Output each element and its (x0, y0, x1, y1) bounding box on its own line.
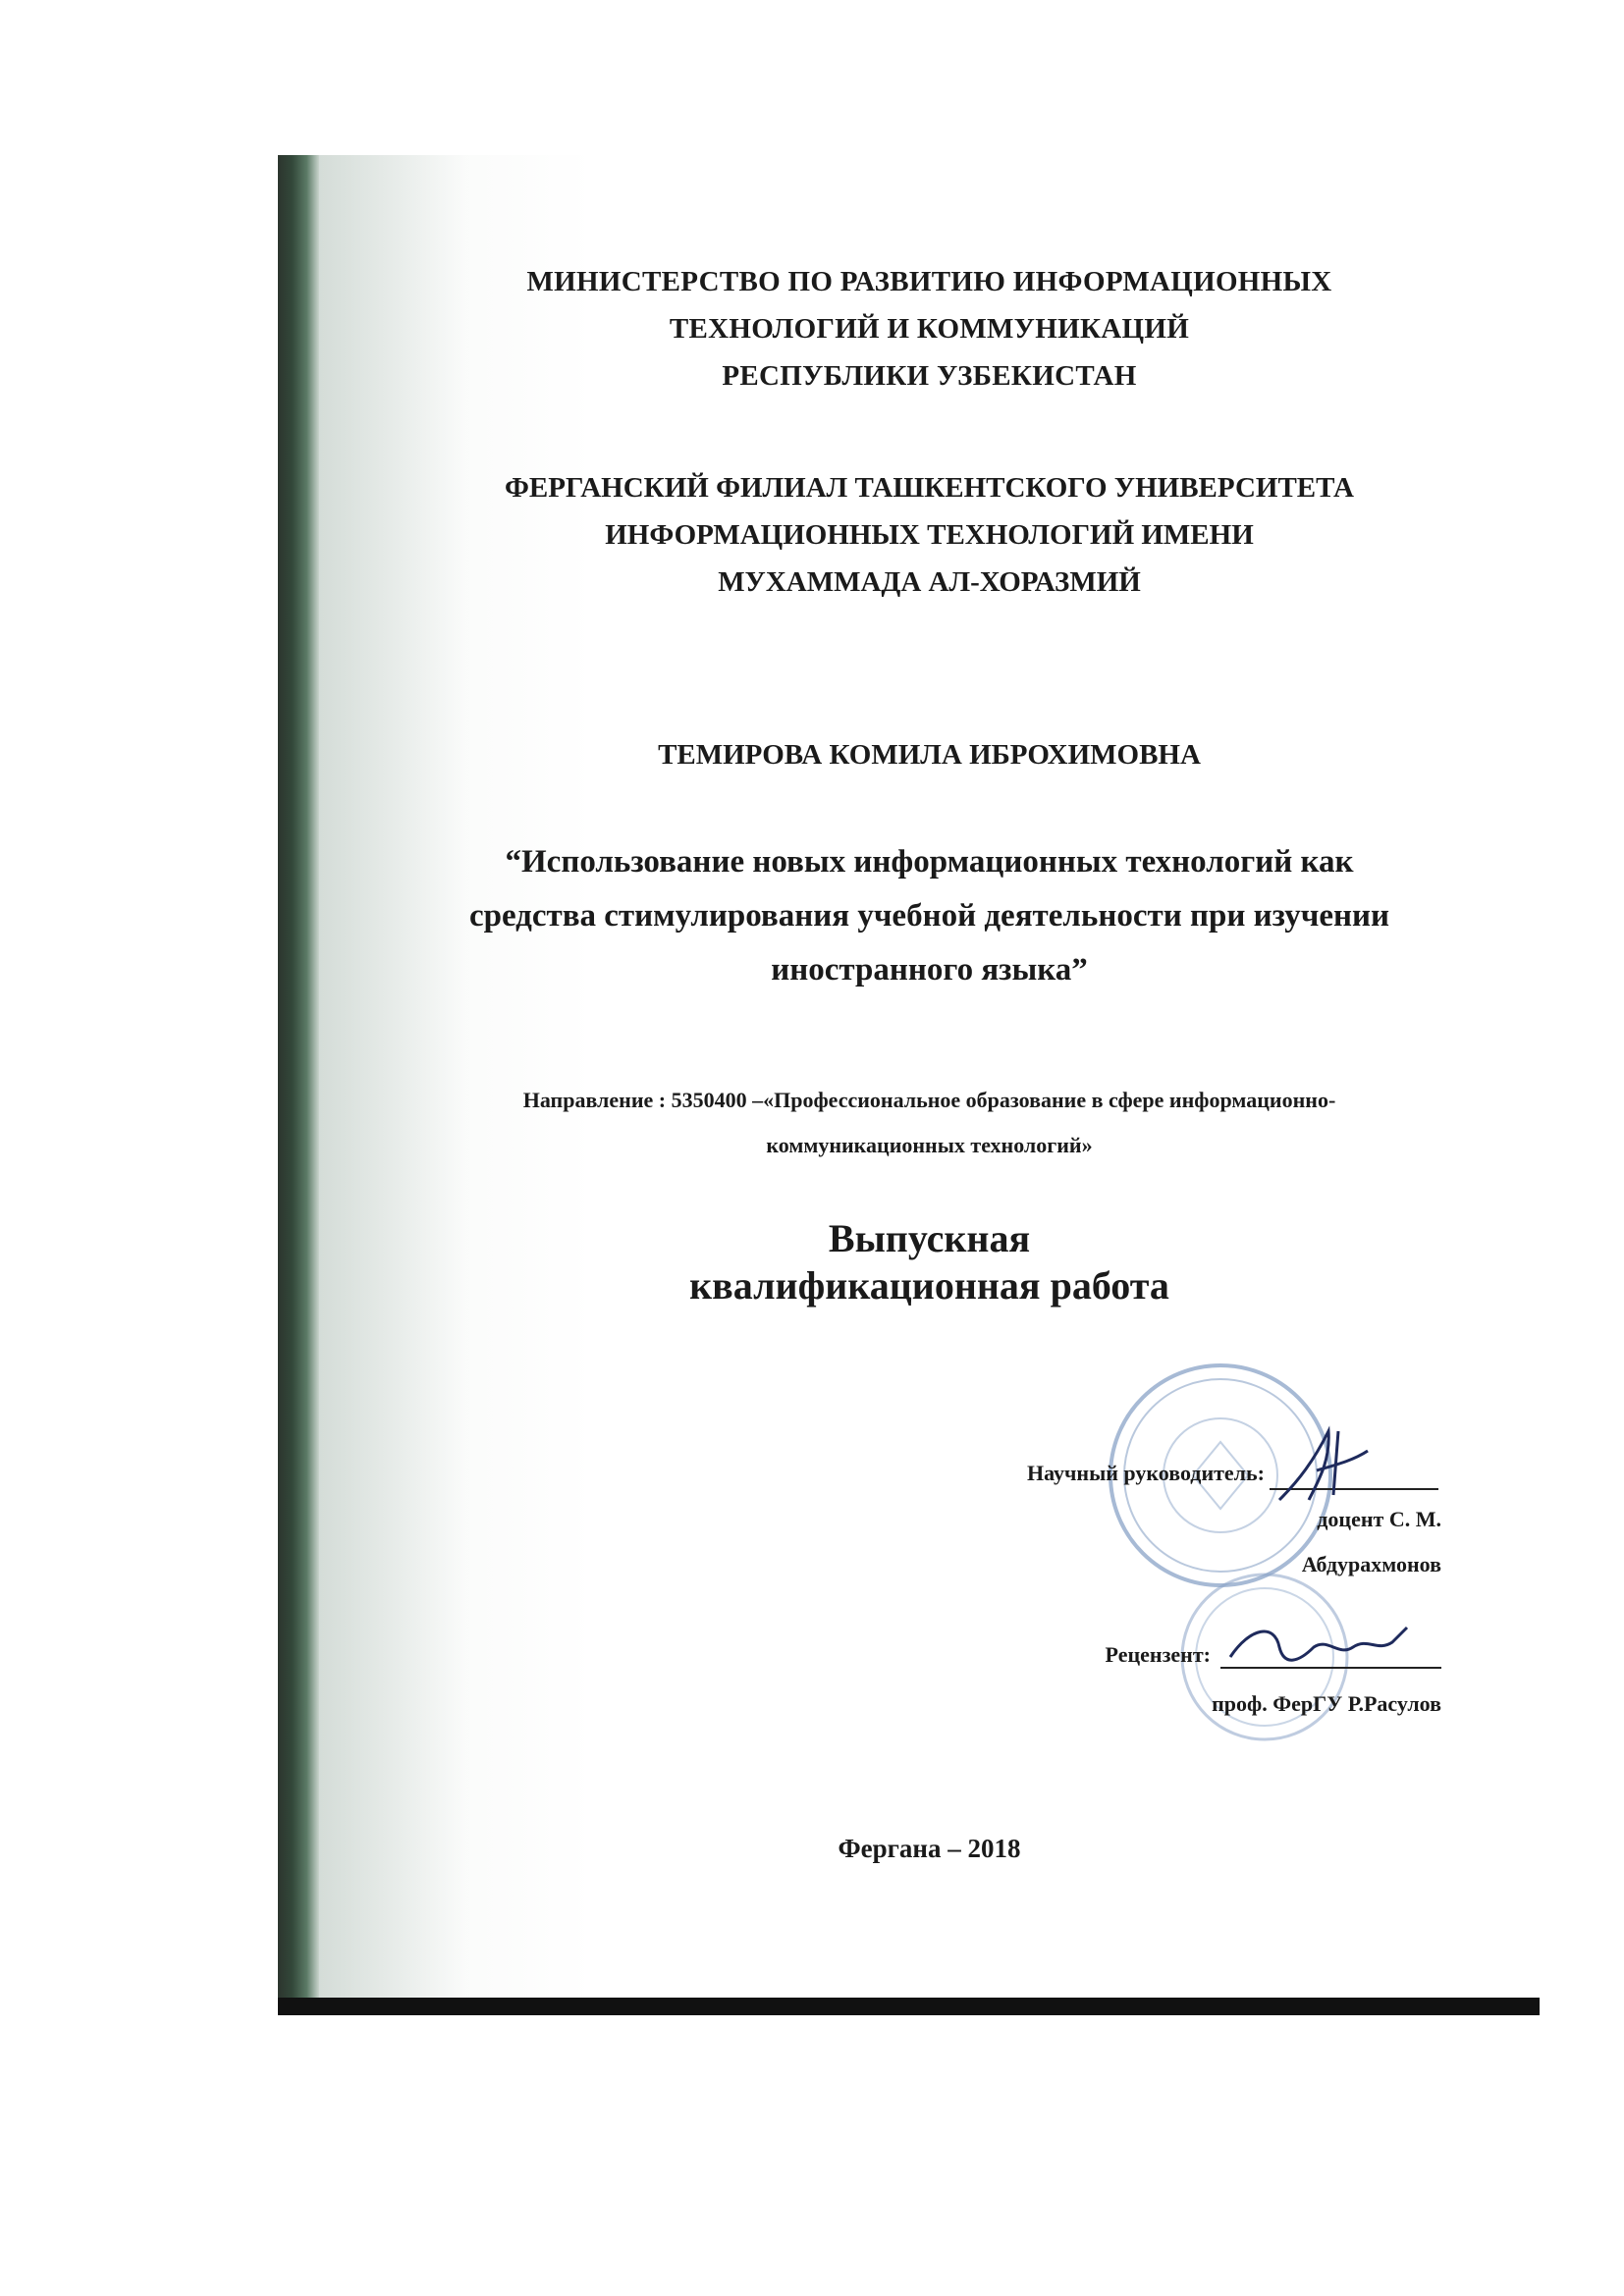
scanned-page (278, 155, 1540, 2015)
work-type-title (319, 1215, 1540, 1309)
topic-line: “Использование новых информационных технологий как (505, 844, 1354, 880)
direction-line: Направление : 5350400 –«Профессиональное образование в сфере информационно- (522, 1088, 1336, 1112)
author-name: ТЕМИРОВА КОМИЛА ИБРОХИМОВНА (658, 739, 1201, 771)
direction-line: коммуникационных технологий» (766, 1133, 1093, 1157)
ministry-line: ТЕХНОЛОГИЙ И КОММУНИКАЦИЙ (669, 313, 1190, 345)
ministry-line: РЕСПУБЛИКИ УЗБЕКИСТАН (722, 360, 1137, 392)
page-bottom-edge (278, 1998, 1540, 2015)
reviewer-signature (1220, 1618, 1417, 1677)
reviewer-label: Рецензент: (1105, 1642, 1211, 1667)
study-direction (319, 1078, 1540, 1168)
branch-line: МУХАММАДА АЛ-ХОРАЗМИЙ (718, 566, 1141, 598)
supervisor-name-line-2: Абдурахмонов (1301, 1552, 1441, 1576)
city-year: Фергана – 2018 (838, 1834, 1021, 1863)
reviewer-name: проф. ФерГУ Р.Расулов (1212, 1691, 1441, 1716)
work-type-line: Выпускная (828, 1216, 1031, 1260)
branch-line: ИНФОРМАЦИОННЫХ ТЕХНОЛОГИЙ ИМЕНИ (605, 519, 1254, 551)
book-binding-edge (278, 155, 319, 2015)
branch-line: ФЕРГАНСКИЙ ФИЛИАЛ ТАШКЕНТСКОГО УНИВЕРСИТЕТА (504, 472, 1354, 504)
topic-line: средства стимулирования учебной деятельности при изучении (468, 898, 1390, 934)
ministry-line: МИНИСТЕРСТВО ПО РАЗВИТИЮ ИНФОРМАЦИОННЫХ (526, 266, 1332, 297)
university-branch-header (319, 464, 1540, 606)
supervisor-name-line-1: доцент С. М. (1317, 1507, 1441, 1531)
supervisor-signature (1260, 1421, 1378, 1510)
topic-line: иностранного языка” (771, 952, 1088, 988)
thesis-topic (319, 835, 1540, 997)
ministry-header (319, 258, 1540, 400)
work-type-line: квалификационная работа (689, 1263, 1169, 1308)
supervisor-label: Научный руководитель: (1027, 1461, 1265, 1485)
